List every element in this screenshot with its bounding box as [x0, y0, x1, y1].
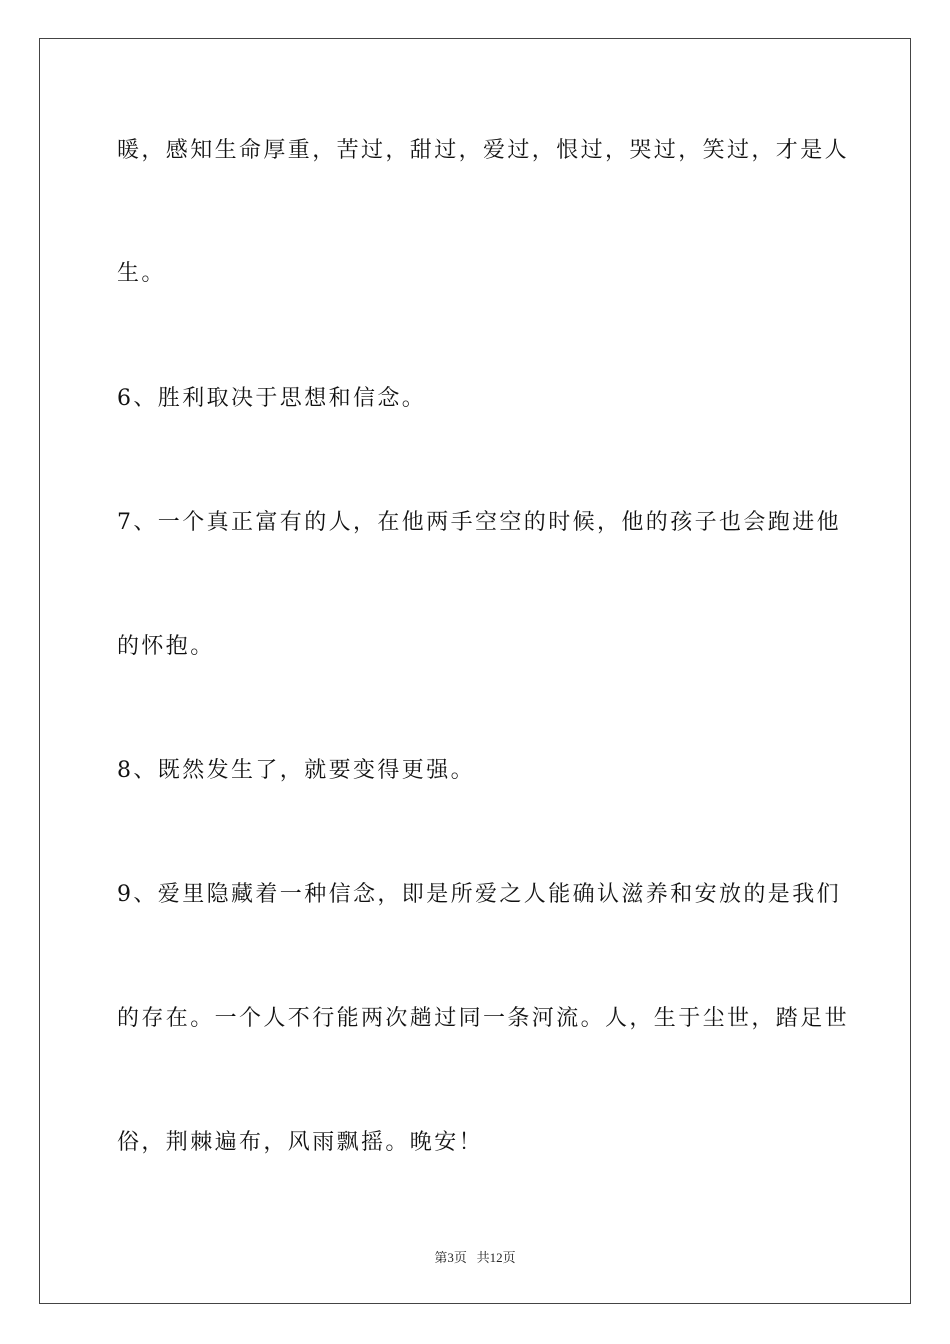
text-line-4: 7、一个真正富有的人，在他两手空空的时候，他的孩子也会跑进他: [117, 510, 841, 535]
text-line-3: 6、胜利取决于思想和信念。: [117, 386, 427, 411]
text-line-2: 生。: [117, 261, 166, 286]
page-total: 共12页: [476, 1250, 516, 1265]
text-line-9: 俗，荆棘遍布，风雨飘摇。晚安！: [117, 1130, 484, 1155]
page-footer: [0, 1247, 950, 1266]
text-line-7: 9、爱里隐藏着一种信念，即是所爱之人能确认滋养和安放的是我们: [117, 882, 841, 907]
page-frame: [39, 38, 911, 1304]
text-line-5: 的怀抱。: [117, 634, 215, 659]
page-number: 第3页: [434, 1250, 467, 1265]
text-line-8: 的存在。一个人不行能两次趟过同一条河流。人，生于尘世，踏足世: [117, 1006, 850, 1031]
text-line-6: 8、既然发生了，就要变得更强。: [117, 758, 475, 783]
text-line-1: 暖，感知生命厚重，苦过，甜过，爱过，恨过，哭过，笑过，才是人: [117, 138, 850, 163]
